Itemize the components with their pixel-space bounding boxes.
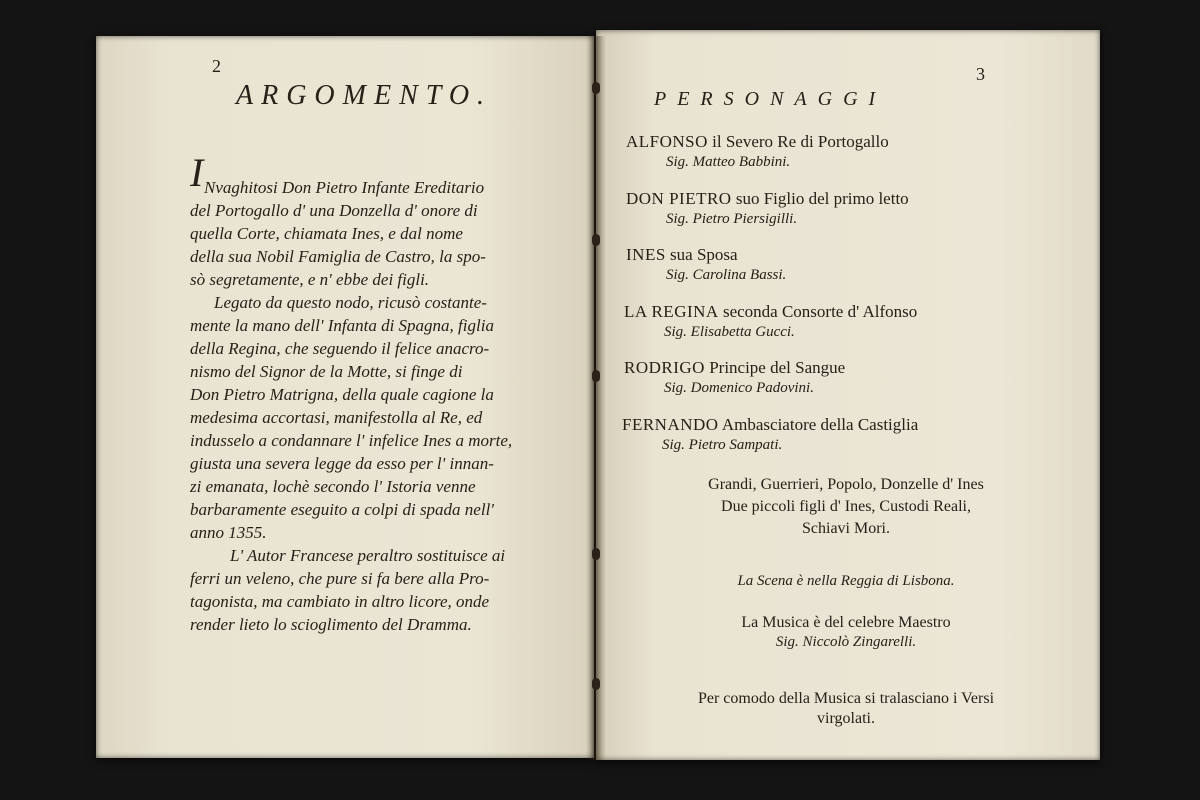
text-line: sò segretamente, e n' ebbe dei figli. <box>190 270 430 289</box>
page-heading: ARGOMENTO. <box>236 80 493 111</box>
binding-stitch <box>592 82 600 94</box>
text-line: barbaramente eseguito a colpi di spada nell' <box>190 500 494 519</box>
note-line: virgolati. <box>817 710 875 727</box>
text-line: Legato da questo nodo, ricusò costante- <box>214 293 487 312</box>
binding-stitch <box>592 234 600 246</box>
text-line: medesima accortasi, manifestolla al Re, ed <box>190 408 483 427</box>
binding-stitch <box>592 370 600 382</box>
text-line: Nvaghitosi Don Pietro Infante Ereditario <box>204 178 485 197</box>
right-page <box>596 30 1100 760</box>
character-name: LA REGINA <box>624 302 719 321</box>
page-number: 3 <box>976 64 985 84</box>
music-line: La Musica è del celebre Maestro <box>741 614 951 631</box>
character-role <box>626 189 909 209</box>
left-page <box>96 36 594 758</box>
text-line: Don Pietro Matrigna, della quale cagione la <box>190 385 494 404</box>
text-line: quella Corte, chiamata Ines, e dal nome <box>190 224 463 243</box>
character-description: il Severo Re di Portogallo <box>712 132 889 151</box>
scene-line: La Scena è nella Reggia di Lisbona. <box>737 573 955 589</box>
book-gutter <box>586 36 606 760</box>
text-line: ferri un veleno, che pure si fa bere alla Pro- <box>190 569 490 588</box>
character-description: suo Figlio del primo letto <box>735 189 909 208</box>
text-line: render lieto lo scioglimento del Dramma. <box>190 615 472 634</box>
character-role <box>622 415 918 435</box>
character-role <box>624 358 845 378</box>
text-line: indusselo a condannare l' infelice Ines a morte, <box>190 431 513 450</box>
text-line: anno 1355. <box>190 523 267 542</box>
text-line: zi emanata, lochè secondo l' Istoria venne <box>190 477 476 496</box>
singer-name: Sig. Elisabetta Gucci. <box>664 324 795 340</box>
singer-name: Sig. Carolina Bassi. <box>666 267 787 283</box>
text-line: della sua Nobil Famiglia de Castro, la spo- <box>190 247 486 266</box>
character-description: sua Sposa <box>670 245 738 264</box>
singer-name: Sig. Domenico Padovini. <box>664 380 814 396</box>
text-line: mente la mano dell' Infanta di Spagna, figlia <box>190 316 494 335</box>
character-name: RODRIGO <box>624 358 705 377</box>
note-line: Per comodo della Musica si tralasciano i Versi <box>697 690 995 707</box>
character-description: Principe del Sangue <box>709 358 846 377</box>
character-role <box>626 245 738 265</box>
text-line: tagonista, ma cambiato in altro licore, onde <box>190 592 490 611</box>
text-line: del Portogallo d' una Donzella d' onore di <box>190 201 478 220</box>
singer-name: Sig. Pietro Piersigilli. <box>666 211 798 227</box>
open-book <box>96 30 1100 768</box>
drop-cap: I <box>190 150 204 195</box>
text-line: della Regina, che seguendo il felice anacro- <box>190 339 490 358</box>
text-line: nismo del Signor de la Motte, si finge di <box>190 362 463 381</box>
character-description: Ambasciatore della Castiglia <box>721 415 919 434</box>
extras-line: Schiavi Mori. <box>802 520 890 537</box>
text-line: L' Autor Francese peraltro sostituisce ai <box>230 546 506 565</box>
character-description: seconda Consorte d' Alfonso <box>722 302 918 321</box>
singer-name: Sig. Pietro Sampati. <box>662 437 783 453</box>
character-role <box>624 302 917 322</box>
binding-stitch <box>592 678 600 690</box>
page-number: 2 <box>212 56 221 76</box>
extras-line: Due piccoli figli d' Ines, Custodi Reali, <box>721 498 971 515</box>
composer-line: Sig. Niccolò Zingarelli. <box>775 634 917 650</box>
character-name: FERNANDO <box>622 415 719 434</box>
character-name: INES <box>626 245 666 264</box>
singer-name: Sig. Matteo Babbini. <box>666 154 791 170</box>
extras-line: Grandi, Guerrieri, Popolo, Donzelle d' Ines <box>708 476 984 493</box>
text-line: giusta una severa legge da esso per l' innan- <box>190 454 494 473</box>
character-name: DON PIETRO <box>626 189 732 208</box>
page-heading: PERSONAGGI <box>654 88 887 110</box>
character-role <box>626 132 889 152</box>
character-name: ALFONSO <box>626 132 708 151</box>
binding-stitch <box>592 548 600 560</box>
